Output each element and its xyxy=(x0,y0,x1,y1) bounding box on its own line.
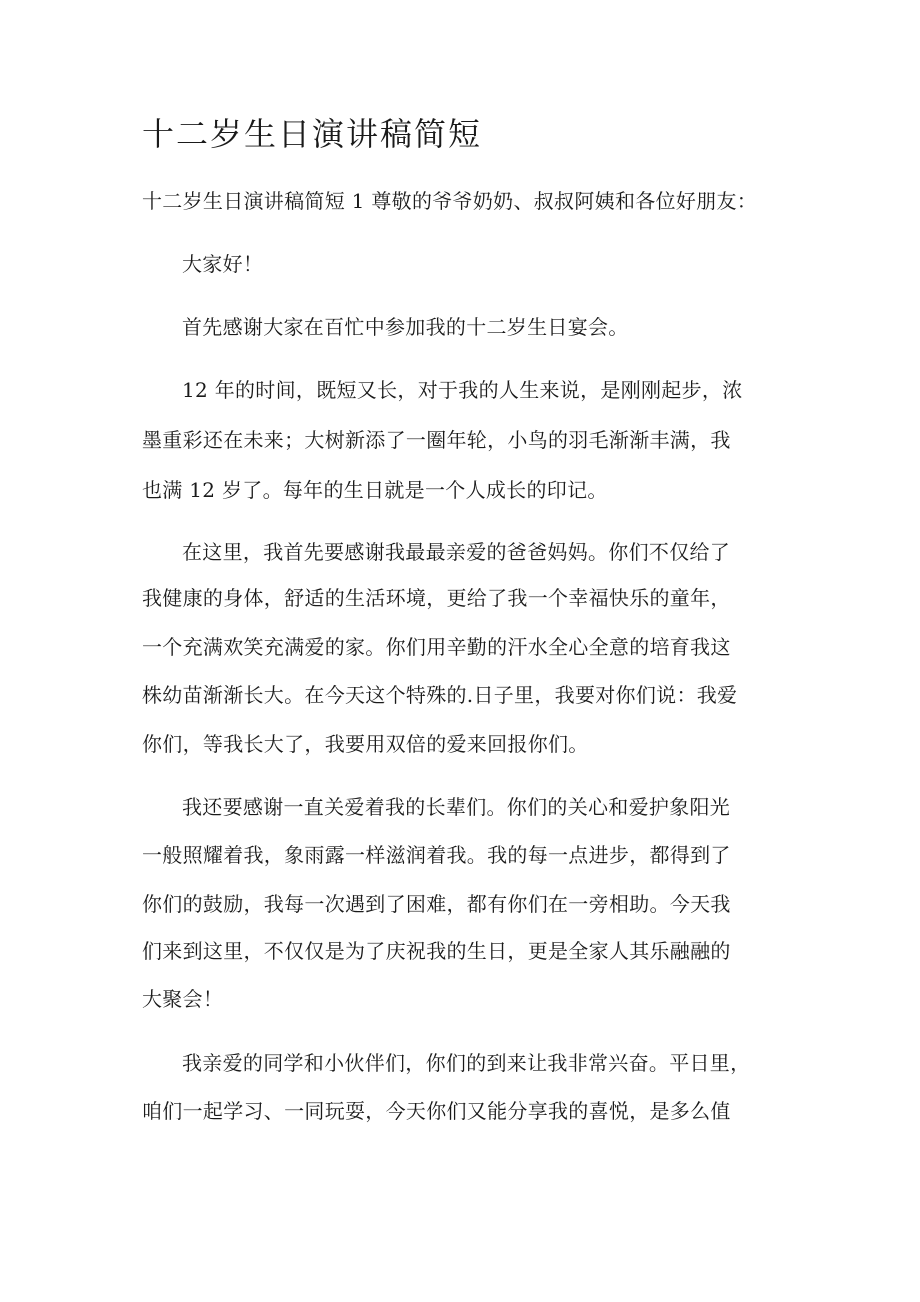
document-title: 十二岁生日演讲稿简短 xyxy=(142,115,483,153)
paragraph-line: 墨重彩还在未来；大树新添了一圈年轮，小鸟的羽毛渐渐丰满，我 xyxy=(142,428,731,452)
paragraph-line: 12 年的时间，既短又长，对于我的人生来说，是刚刚起步，浓 xyxy=(182,378,743,402)
paragraph-line: 大聚会！ xyxy=(142,987,224,1011)
paragraph-line: 你们，等我长大了，我要用双倍的爱来回报你们。 xyxy=(142,732,589,756)
paragraph-line: 在这里，我首先要感谢我最最亲爱的爸爸妈妈。你们不仅给了 xyxy=(182,540,731,564)
paragraph-line: 我亲爱的同学和小伙伴们，你们的到来让我非常兴奋。平日里， xyxy=(182,1051,751,1075)
paragraph-line: 首先感谢大家在百忙中参加我的十二岁生日宴会。 xyxy=(182,315,629,339)
paragraph-line: 我还要感谢一直关爱着我的长辈们。你们的关心和爱护象阳光 xyxy=(182,795,731,819)
paragraph-line: 一个充满欢笑充满爱的家。你们用辛勤的汗水全心全意的培育我这 xyxy=(142,635,731,659)
paragraph-line: 们来到这里，不仅仅是为了庆祝我的生日，更是全家人其乐融融的 xyxy=(142,939,731,963)
paragraph-line: 也满 12 岁了。每年的生日就是一个人成长的印记。 xyxy=(142,478,608,502)
paragraph-line: 十二岁生日演讲稿简短 1 尊敬的爷爷奶奶、叔叔阿姨和各位好朋友： xyxy=(142,189,758,213)
paragraph-line: 株幼苗渐渐长大。在今天这个特殊的.日子里，我要对你们说：我爱 xyxy=(142,683,738,707)
paragraph-line: 咱们一起学习、一同玩耍，今天你们又能分享我的喜悦，是多么值 xyxy=(142,1099,731,1123)
paragraph-line: 大家好！ xyxy=(182,252,264,276)
paragraph-line: 我健康的身体，舒适的生活环境，更给了我一个幸福快乐的童年， xyxy=(142,586,731,610)
paragraph-line: 一般照耀着我，象雨露一样滋润着我。我的每一点进步，都得到了 xyxy=(142,843,731,867)
paragraph-line: 你们的鼓励，我每一次遇到了困难，都有你们在一旁相助。今天我 xyxy=(142,892,731,916)
